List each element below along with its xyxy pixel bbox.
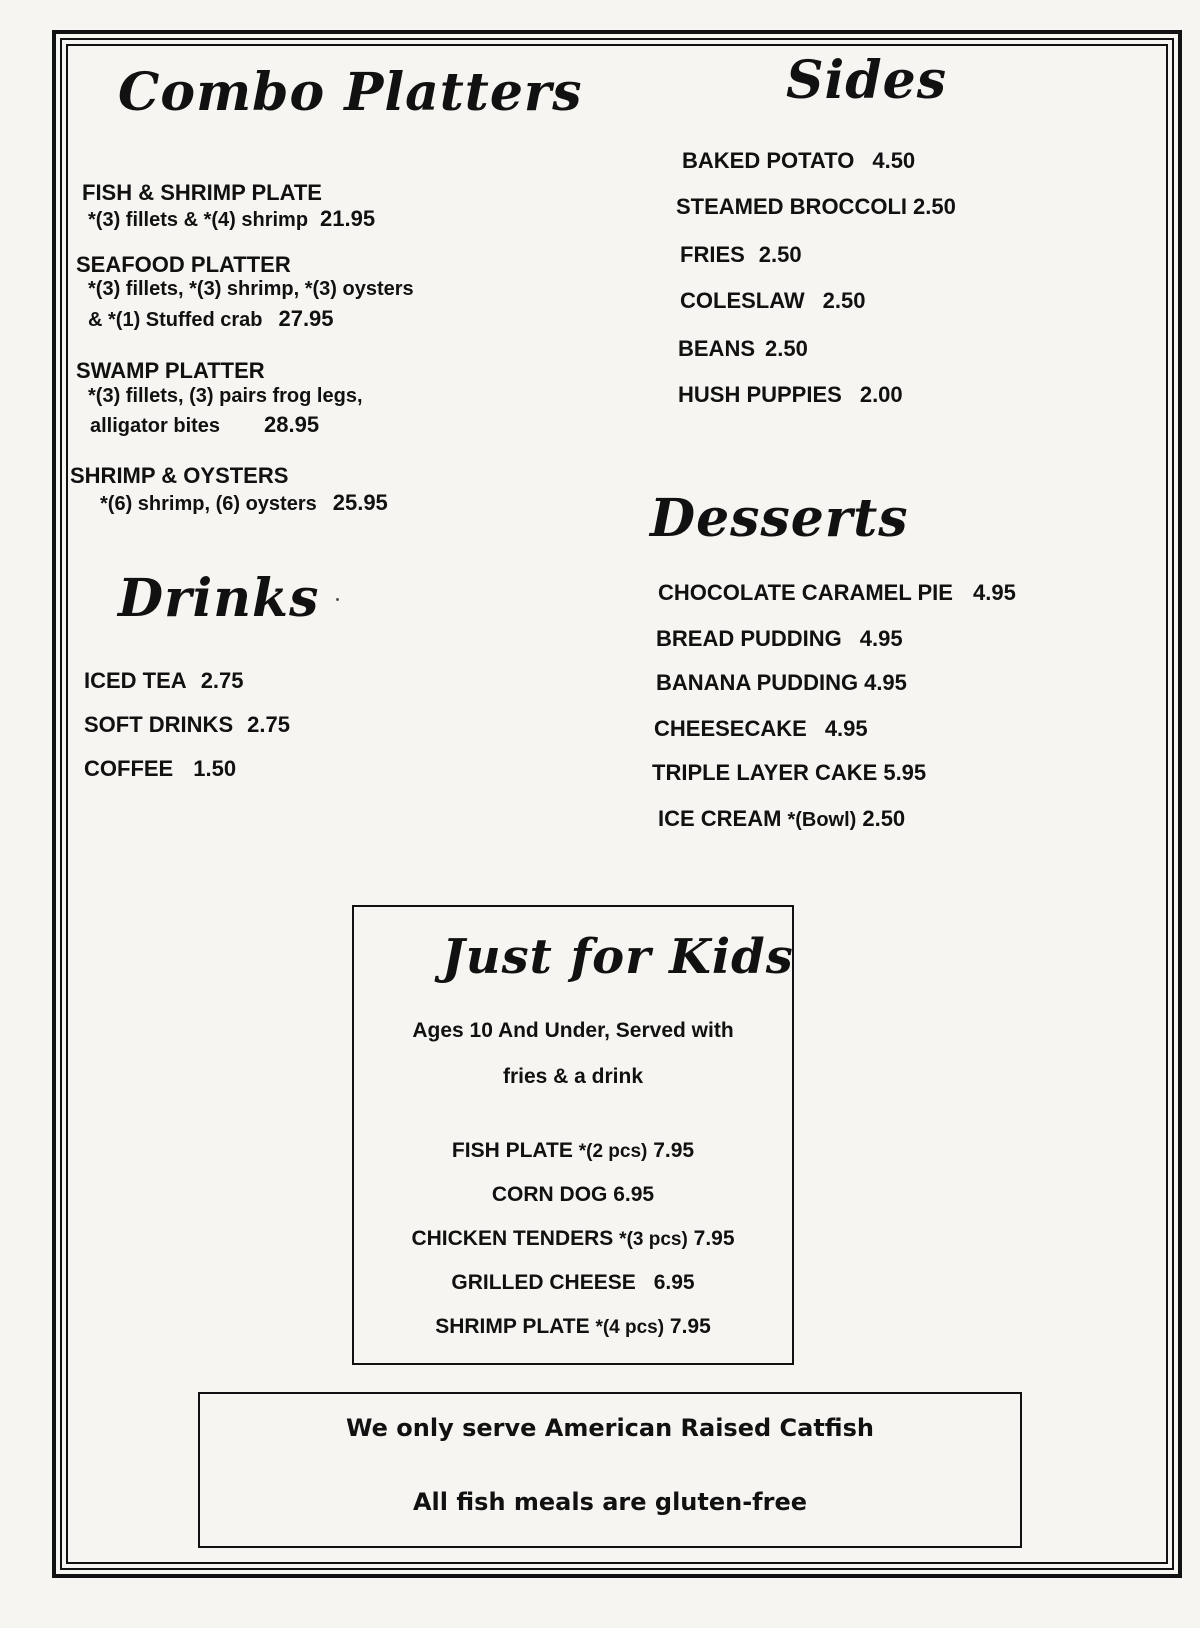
combo-platters-heading: Combo Platters bbox=[118, 62, 583, 123]
kids-item: CHICKEN TENDERS *(3 pcs) 7.95 bbox=[411, 1227, 735, 1250]
catfish-note-box bbox=[198, 1392, 1022, 1548]
side-item: BEANS 2.50 bbox=[678, 336, 808, 361]
kids-heading: Just for Kids bbox=[442, 929, 794, 985]
kids-item: GRILLED CHEESE 6.95 bbox=[451, 1271, 695, 1294]
dessert-item: CHEESECAKE 4.95 bbox=[654, 716, 868, 741]
drink-item: ICED TEA 2.75 bbox=[84, 668, 244, 693]
dessert-item: TRIPLE LAYER CAKE 5.95 bbox=[652, 760, 927, 785]
combo-item-price: 28.95 bbox=[264, 412, 320, 437]
combo-item-detail: alligator bites 28.95 bbox=[90, 412, 320, 437]
drink-item: SOFT DRINKS 2.75 bbox=[84, 712, 290, 737]
kids-item: SHRIMP PLATE *(4 pcs) 7.95 bbox=[435, 1315, 711, 1338]
side-item: COLESLAW 2.50 bbox=[680, 288, 866, 313]
combo-item-name: SHRIMP & OYSTERS bbox=[70, 463, 289, 488]
dessert-item: BREAD PUDDING 4.95 bbox=[656, 626, 903, 651]
kids-menu-box bbox=[352, 905, 794, 1365]
sides-heading: Sides bbox=[786, 50, 948, 111]
combo-item-name: FISH & SHRIMP PLATE bbox=[82, 180, 322, 205]
combo-item-name: SWAMP PLATTER bbox=[76, 358, 265, 383]
side-item: BAKED POTATO 4.50 bbox=[682, 148, 916, 173]
dessert-item: CHOCOLATE CARAMEL PIE 4.95 bbox=[658, 580, 1016, 605]
catfish-note: We only serve American Raised Catfish bbox=[346, 1414, 874, 1442]
combo-item-name: SEAFOOD PLATTER bbox=[76, 252, 291, 277]
kids-item: FISH PLATE *(2 pcs) 7.95 bbox=[451, 1139, 695, 1162]
drinks-heading: Drinks bbox=[118, 568, 320, 629]
kids-intro: fries & a drink bbox=[502, 1065, 644, 1088]
combo-item-price: 27.95 bbox=[278, 306, 334, 331]
kids-item: CORN DOG 6.95 bbox=[491, 1183, 655, 1206]
kids-intro: Ages 10 And Under, Served with bbox=[412, 1019, 734, 1042]
combo-item-detail: & *(1) Stuffed crab 27.95 bbox=[88, 306, 334, 331]
combo-item-detail: *(6) shrimp, (6) oysters 25.95 bbox=[100, 490, 388, 515]
side-item: HUSH PUPPIES 2.00 bbox=[678, 382, 903, 407]
combo-item-price: 21.95 bbox=[320, 206, 376, 231]
paper-speck bbox=[336, 598, 339, 601]
combo-item-detail: *(3) fillets & *(4) shrimp 21.95 bbox=[88, 206, 376, 231]
combo-item-price: 25.95 bbox=[332, 490, 388, 515]
desserts-heading: Desserts bbox=[650, 488, 909, 549]
dessert-item: ICE CREAM *(Bowl) 2.50 bbox=[658, 806, 906, 831]
side-item: FRIES 2.50 bbox=[680, 242, 802, 267]
combo-item-detail: *(3) fillets, (3) pairs frog legs, bbox=[88, 385, 363, 407]
side-item: STEAMED BROCCOLI 2.50 bbox=[676, 194, 956, 219]
dessert-item: BANANA PUDDING 4.95 bbox=[656, 670, 907, 695]
drink-item: COFFEE 1.50 bbox=[84, 756, 237, 781]
gluten-free-note: All fish meals are gluten-free bbox=[412, 1488, 808, 1516]
combo-item-detail: *(3) fillets, *(3) shrimp, *(3) oysters bbox=[88, 278, 414, 300]
